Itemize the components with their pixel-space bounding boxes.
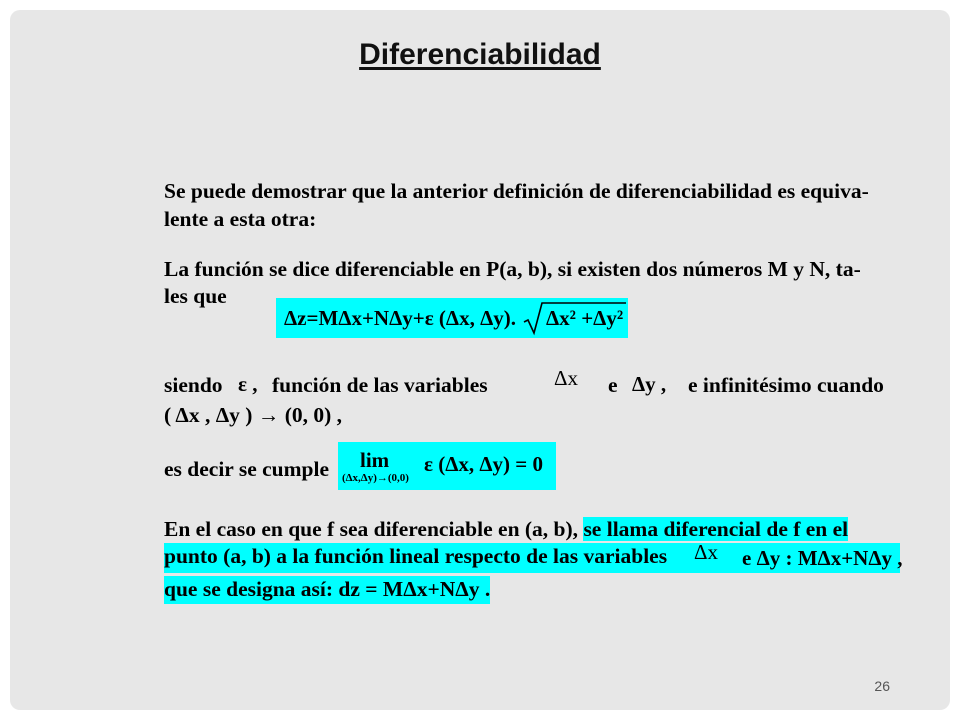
para3-delta-x: Δx bbox=[554, 366, 579, 390]
slide-title: Diferenciabilidad bbox=[359, 38, 601, 71]
slide bbox=[10, 10, 950, 710]
formula-increment bbox=[276, 298, 628, 338]
epsilon-symbol: ε , bbox=[238, 372, 258, 396]
formula-increment-sqrt: Δx² +Δy² bbox=[546, 306, 624, 330]
para4-text: es decir se cumple bbox=[164, 457, 329, 481]
para2-line1: La función se dice diferenciable en P(a, b), si existen dos números M y N, ta- bbox=[164, 257, 861, 281]
para5-line2-b: e Δy : MΔx+NΔy , bbox=[742, 546, 903, 570]
para5-line2-a: punto (a, b) a la función lineal respecto de las variables bbox=[164, 544, 668, 568]
para5-line3: que se designa así: dz = MΔx+NΔy . bbox=[164, 576, 490, 604]
para3-line2: ( Δx , Δy ) → (0, 0) , bbox=[164, 403, 343, 427]
para3-siendo: siendo bbox=[164, 373, 223, 397]
para5-line1 bbox=[164, 516, 848, 542]
para3-funcion: función de las variables bbox=[272, 373, 488, 397]
para5-delta-x: Δx bbox=[694, 540, 719, 564]
para5-line1-a: En el caso en que f sea diferenciable en (a, b), bbox=[164, 517, 579, 541]
limit-lim: lim bbox=[360, 448, 390, 472]
para3-line1 bbox=[164, 372, 223, 398]
formula-increment-main: Δz=MΔx+NΔy+ε (Δx, Δy). bbox=[284, 306, 516, 330]
limit-box bbox=[338, 442, 556, 490]
para3-e: e bbox=[608, 373, 618, 397]
page-number: 26 bbox=[874, 678, 890, 694]
para3-infinitesimo: e infinitésimo cuando bbox=[688, 373, 884, 397]
para2-line2: les que bbox=[164, 284, 227, 308]
para1-line1: Se puede demostrar que la anterior definición de diferenciabilidad es equiva- bbox=[164, 179, 869, 203]
limit-expression: ε (Δx, Δy) = 0 bbox=[424, 452, 544, 476]
para1-line2: lente a esta otra: bbox=[164, 207, 317, 231]
limit-subscript: (Δx,Δy)→(0,0) bbox=[342, 472, 409, 484]
para3-delta-y: Δy , bbox=[632, 372, 667, 396]
para5-line1-highlight: se llama diferencial de f en el bbox=[583, 517, 849, 541]
